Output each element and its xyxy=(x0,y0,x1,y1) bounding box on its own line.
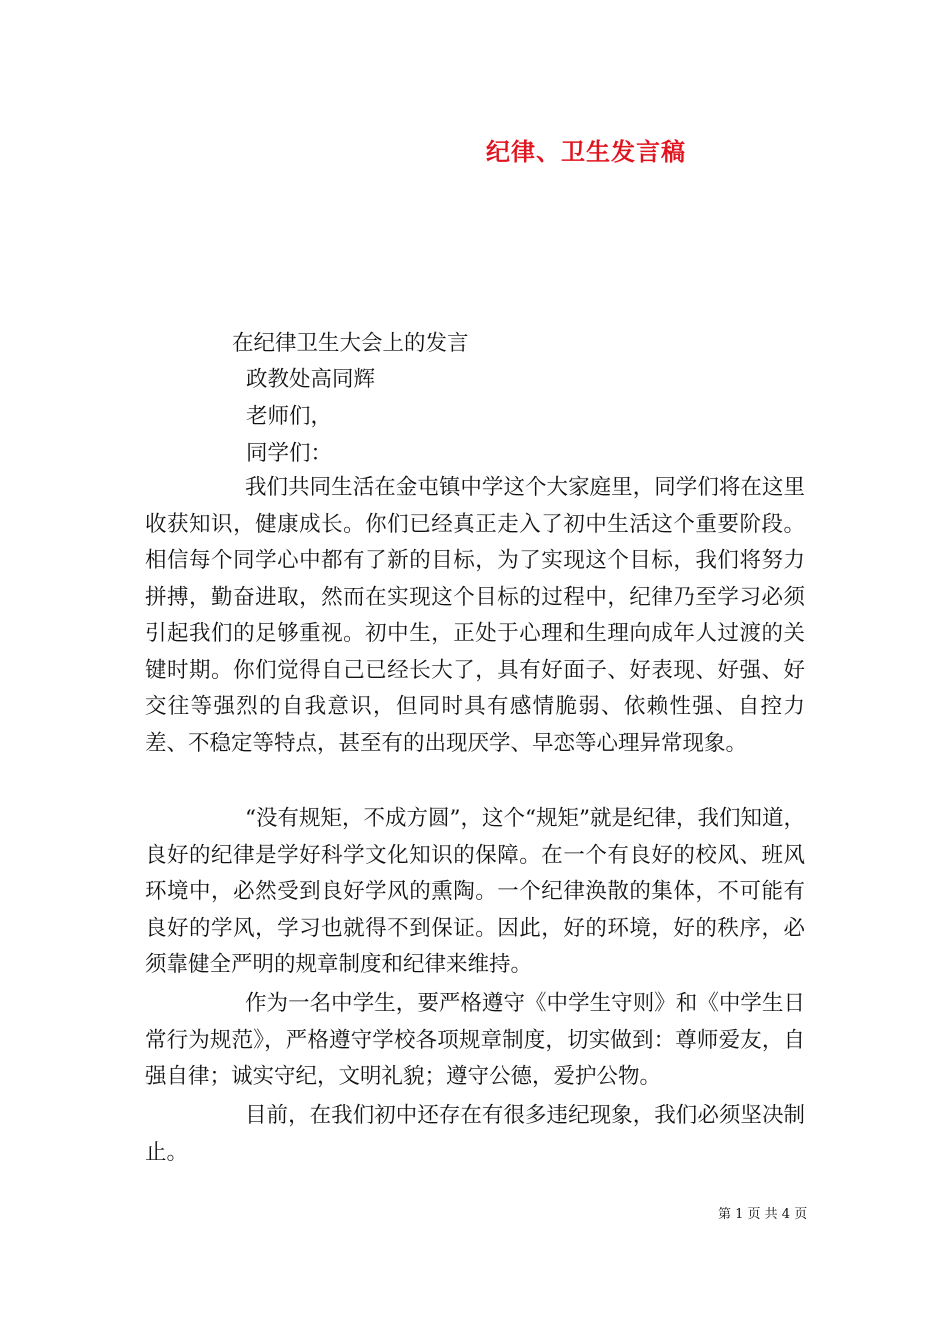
page-footer: 第 1 页 共 4 页 xyxy=(718,1207,808,1222)
greeting-students: 同学们： xyxy=(246,441,333,466)
paragraph-4: 目前，在我们初中还存在有很多违纪现象，我们必须坚决制止。 xyxy=(145,1103,805,1165)
author-line: 政教处高同辉 xyxy=(246,367,376,392)
speech-subtitle: 在纪律卫生大会上的发言 xyxy=(232,331,469,356)
document-title: 纪律、卫生发言稿 xyxy=(486,137,686,166)
paragraph-2: “没有规矩，不成方圆”，这个“规矩”就是纪律，我们知道，良好的纪律是学好科学文化知识的保障。在一个有良好的校风、班风环境中，必然受到良好学风的熏陶。一个纪律涣散的集体，不可能有良好的学风，学习也就得不到保证。因此，好的环境，好的秩序，必须靠健全严明的规章制度和纪律来维持。 xyxy=(145,806,805,977)
paragraph-3: 作为一名中学生，要严格遵守《中学生守则》和《中学生日常行为规范》，严格遵守学校各项规章制度，切实做到：尊师爱友，自强自律；诚实守纪，文明礼貌；遵守公德，爱护公物。 xyxy=(145,991,805,1089)
paragraph-1: 我们共同生活在金屯镇中学这个大家庭里，同学们将在这里收获知识，健康成长。你们已经真正走入了初中生活这个重要阶段。相信每个同学心中都有了新的目标，为了实现这个目标，我们将努力拼搏，勤奋进取，然而在实现这个目标的过程中，纪律乃至学习必须引起我们的足够重视。初中生，正处于心理和生理向成年人过渡的关键时期。你们觉得自己已经长大了，具有好面子、好表现、好强、好交往等强烈的自我意识，但同时具有感情脆弱、依赖性强、自控力差、不稳定等特点，甚至有的出现厌学、早恋等心理异常现象。 xyxy=(145,475,805,756)
greeting-teachers: 老师们， xyxy=(246,404,333,429)
